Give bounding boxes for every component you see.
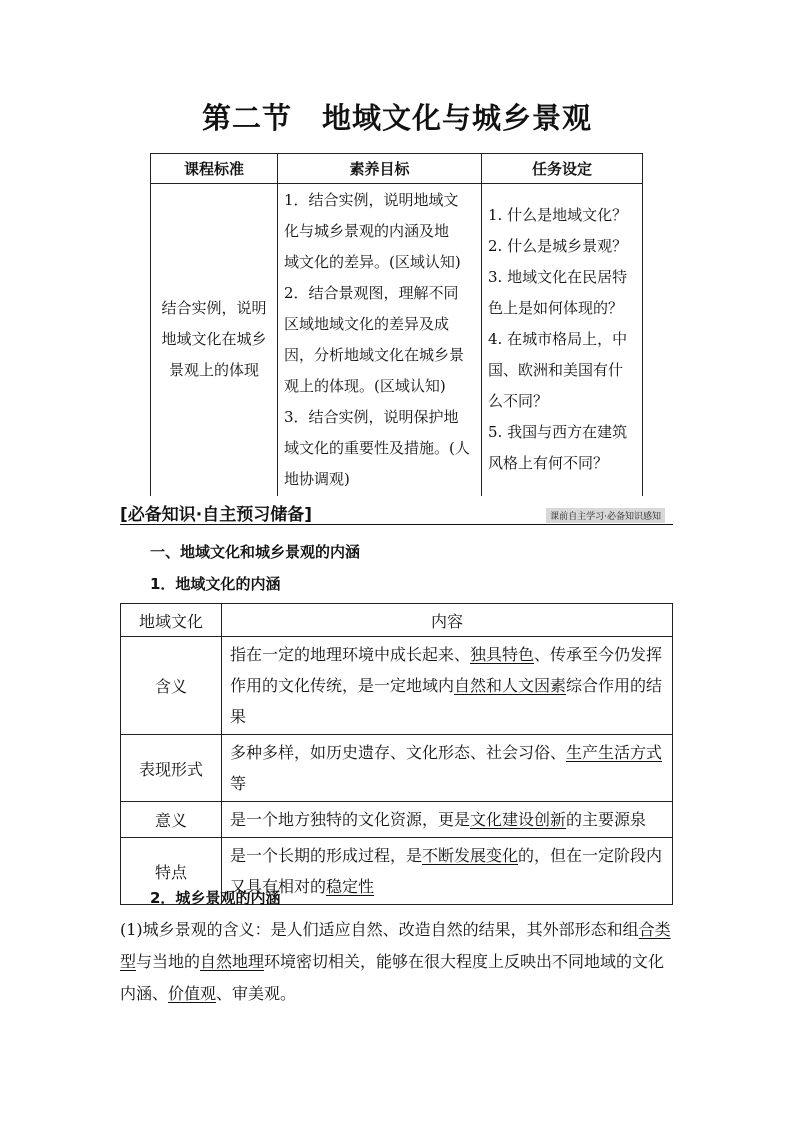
- row-content: [222, 838, 673, 905]
- culture-header-label: 地域文化: [121, 604, 222, 637]
- underlined-answer: 独具特色: [470, 645, 535, 664]
- goal-line: 3．结合实例，说明保护地: [284, 407, 459, 426]
- underlined-answer: 生产生活方式: [566, 743, 663, 762]
- task-line: 色上是如何体现的？: [488, 299, 624, 318]
- underlined-answer: 文化建设创新: [470, 810, 567, 829]
- heading-regional-culture: 1．地域文化的内涵: [150, 575, 281, 593]
- task-line: 风格上有何不同？: [488, 454, 609, 473]
- heading-urban-rural-landscape: 2．城乡景观的内涵: [150, 889, 281, 907]
- underlined-answer: 自然地理: [200, 952, 265, 971]
- goals-cell: [278, 184, 482, 496]
- section-header-label: [必备知识·自主预习储备]: [120, 505, 312, 525]
- section-header: [120, 500, 673, 525]
- text-segment: 的主要源泉: [566, 810, 647, 829]
- text-segment: 等: [230, 774, 247, 793]
- text-segment: 与当地的: [136, 952, 201, 971]
- header-tasks: 任务设定: [482, 154, 643, 184]
- standards-body-row: [151, 184, 643, 496]
- row-label: 含义: [121, 637, 222, 735]
- goal-line: 地协调观): [284, 469, 350, 488]
- tasks-cell: [482, 184, 643, 496]
- text-segment: 、传承至今仍发挥作用的文化传统，是一定地域内: [230, 645, 663, 695]
- text-segment: (1)城乡景观的含义：是人们适应自然、改造自然的结果，其外部形态和组: [120, 920, 639, 939]
- goal-line: 观上的体现。(区域认知): [284, 376, 446, 395]
- goal-line: 域文化的重要性及措施。(人: [284, 438, 470, 457]
- landscape-definition-paragraph: [120, 914, 675, 1010]
- row-content: [222, 637, 673, 735]
- underlined-answer: 合类型: [120, 920, 671, 971]
- regional-culture-table: [120, 603, 673, 905]
- goal-line: 化与城乡景观的内涵及地: [284, 221, 450, 240]
- row-label: 特点: [121, 838, 222, 905]
- standards-header-row: [151, 154, 643, 184]
- row-label: 意义: [121, 802, 222, 838]
- text-segment: 是一个地方独特的文化资源，更是: [230, 810, 471, 829]
- curriculum-line: 地域文化在城乡: [161, 330, 267, 349]
- task-line: 5. 我国与西方在建筑: [488, 423, 628, 442]
- text-segment: 的，但在一定阶段内又具有相对的: [230, 846, 663, 896]
- text-segment: 多种多样，如历史遗存、文化形态、社会习俗、: [230, 743, 567, 762]
- text-segment: 环境密切相关，能够在很大程度上反映出不同地域的文化内涵、: [120, 952, 665, 1003]
- culture-header-content: 内容: [222, 604, 673, 637]
- page-title: 第二节 地域文化与城乡景观: [201, 101, 592, 135]
- underlined-answer: 价值观: [168, 984, 217, 1003]
- goal-line: 2．结合景观图，理解不同: [284, 283, 459, 302]
- row-content: [222, 802, 673, 838]
- text-segment: 是一个长期的形成过程，是: [230, 846, 423, 865]
- header-curriculum: 课程标准: [151, 154, 278, 184]
- curriculum-line: 结合实例，说明: [161, 299, 267, 318]
- row-label: 表现形式: [121, 735, 222, 802]
- section-header-tag: 课前自主学习·必备知识感知: [546, 508, 665, 523]
- goal-line: 因，分析地域文化在城乡景: [284, 345, 465, 364]
- goal-line: 1．结合实例，说明地域文: [284, 190, 459, 209]
- task-line: 2. 什么是城乡景观？: [488, 237, 628, 256]
- underlined-answer: 不断发展变化: [422, 846, 519, 865]
- standards-table: [150, 153, 643, 496]
- heading-definitions: 一、地域文化和城乡景观的内涵: [150, 543, 361, 561]
- task-line: 3. 地域文化在民居特: [488, 268, 628, 287]
- table-row: [121, 637, 673, 735]
- table-row: [121, 735, 673, 802]
- row-content: [222, 735, 673, 802]
- text-segment: 、审美观。: [216, 984, 297, 1003]
- culture-header-row: [121, 604, 673, 637]
- text-segment: 综合作用的结果: [230, 676, 663, 726]
- underlined-answer: 稳定性: [326, 877, 375, 896]
- header-goals: 素养目标: [278, 154, 482, 184]
- task-line: 国、欧洲和美国有什: [488, 361, 624, 380]
- table-row: [121, 802, 673, 838]
- goal-line: 区域地域文化的差异及成: [284, 314, 450, 333]
- task-line: 1. 什么是地域文化？: [488, 206, 628, 225]
- task-line: 么不同？: [488, 392, 549, 411]
- task-line: 4. 在城市格局上，中: [488, 330, 628, 349]
- curriculum-cell: [151, 184, 278, 496]
- goal-line: 域文化的差异。(区域认知): [284, 252, 461, 271]
- curriculum-line: 景观上的体现: [168, 361, 259, 380]
- underlined-answer: 自然和人文因素: [454, 676, 567, 695]
- text-segment: 指在一定的地理环境中成长起来、: [230, 645, 471, 664]
